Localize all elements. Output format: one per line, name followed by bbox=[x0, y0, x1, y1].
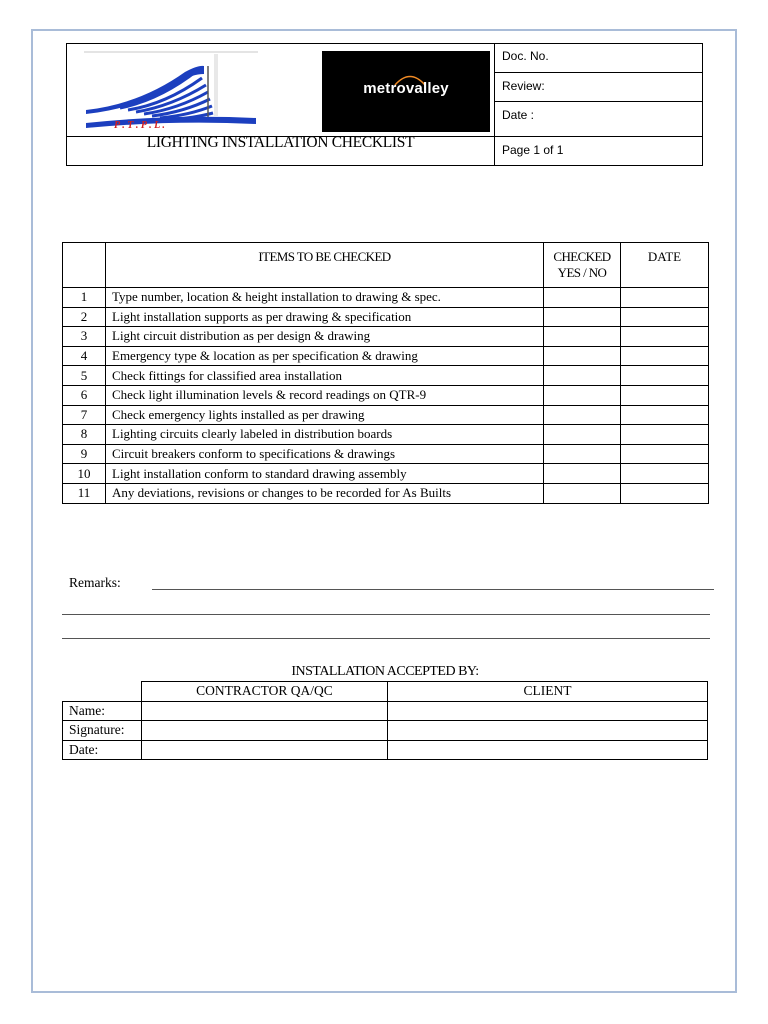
row-item-text: Check emergency lights installed as per drawing bbox=[106, 405, 544, 425]
header-row-line bbox=[494, 136, 703, 137]
signature-label: Signature: bbox=[63, 721, 142, 741]
date-cell[interactable] bbox=[621, 405, 709, 425]
metrovalley-logo-text: metrovalley bbox=[363, 80, 449, 97]
acceptance-header-row bbox=[63, 682, 708, 702]
row-number: 8 bbox=[63, 425, 106, 445]
row-item-text: Emergency type & location as per specification & drawing bbox=[106, 346, 544, 366]
header-row-line bbox=[494, 72, 703, 73]
checklist-header-row bbox=[63, 243, 709, 288]
checked-cell[interactable] bbox=[544, 483, 621, 503]
checked-cell[interactable] bbox=[544, 288, 621, 308]
checked-cell[interactable] bbox=[544, 327, 621, 347]
date-column-header: DATE bbox=[621, 243, 709, 288]
checked-cell[interactable] bbox=[544, 405, 621, 425]
checked-cell[interactable] bbox=[544, 366, 621, 386]
page-border bbox=[31, 29, 737, 993]
checklist-table bbox=[62, 242, 709, 504]
checked-cell[interactable] bbox=[544, 385, 621, 405]
checked-cell[interactable] bbox=[544, 444, 621, 464]
table-row bbox=[63, 425, 709, 445]
client-name-cell[interactable] bbox=[388, 701, 708, 721]
row-item-text: Circuit breakers conform to specifications & drawings bbox=[106, 444, 544, 464]
acceptance-title: INSTALLATION ACCEPTED BY: bbox=[291, 664, 479, 679]
row-number: 1 bbox=[63, 288, 106, 308]
table-row bbox=[63, 288, 709, 308]
name-label: Name: bbox=[63, 701, 142, 721]
checked-cell[interactable] bbox=[544, 307, 621, 327]
header-row-line bbox=[494, 101, 703, 102]
row-number: 2 bbox=[63, 307, 106, 327]
row-number: 4 bbox=[63, 346, 106, 366]
row-item-text: Lighting circuits clearly labeled in distribution boards bbox=[106, 425, 544, 445]
contractor-date-cell[interactable] bbox=[142, 740, 388, 760]
remarks-line[interactable] bbox=[152, 589, 714, 590]
table-row bbox=[63, 464, 709, 484]
table-row bbox=[63, 405, 709, 425]
date-row-label: Date: bbox=[63, 740, 142, 760]
row-number: 9 bbox=[63, 444, 106, 464]
row-number: 7 bbox=[63, 405, 106, 425]
contractor-column-header: CONTRACTOR QA/QC bbox=[142, 682, 388, 702]
date-cell[interactable] bbox=[621, 288, 709, 308]
corner-cell bbox=[63, 682, 142, 702]
checked-cell[interactable] bbox=[544, 464, 621, 484]
date-cell[interactable] bbox=[621, 444, 709, 464]
remarks-label: Remarks: bbox=[69, 575, 121, 590]
table-row bbox=[63, 327, 709, 347]
client-column-header: CLIENT bbox=[388, 682, 708, 702]
checked-cell[interactable] bbox=[544, 425, 621, 445]
row-number: 10 bbox=[63, 464, 106, 484]
row-item-text: Light circuit distribution as per design & drawing bbox=[106, 327, 544, 347]
table-row bbox=[63, 346, 709, 366]
client-date-cell[interactable] bbox=[388, 740, 708, 760]
table-row bbox=[63, 444, 709, 464]
row-number: 3 bbox=[63, 327, 106, 347]
acceptance-table bbox=[62, 681, 708, 760]
number-column-header bbox=[63, 243, 106, 288]
table-row bbox=[63, 483, 709, 503]
items-column-header: ITEMS TO BE CHECKED bbox=[106, 243, 544, 288]
table-row bbox=[63, 385, 709, 405]
row-number: 6 bbox=[63, 385, 106, 405]
date-cell[interactable] bbox=[621, 483, 709, 503]
ptpl-logo bbox=[80, 48, 265, 134]
date-cell[interactable] bbox=[621, 385, 709, 405]
page-label: Page 1 of 1 bbox=[502, 143, 564, 157]
date-cell[interactable] bbox=[621, 327, 709, 347]
date-cell[interactable] bbox=[621, 346, 709, 366]
row-item-text: Check fittings for classified area installation bbox=[106, 366, 544, 386]
contractor-name-cell[interactable] bbox=[142, 701, 388, 721]
row-item-text: Light installation conform to standard drawing assembly bbox=[106, 464, 544, 484]
remarks-line[interactable] bbox=[62, 638, 710, 639]
row-number: 11 bbox=[63, 483, 106, 503]
date-cell[interactable] bbox=[621, 307, 709, 327]
checked-column-header bbox=[544, 243, 621, 288]
date-cell[interactable] bbox=[621, 366, 709, 386]
ptpl-logo-text: P . T . P . L . bbox=[114, 120, 165, 131]
client-signature-cell[interactable] bbox=[388, 721, 708, 741]
date-cell[interactable] bbox=[621, 425, 709, 445]
contractor-signature-cell[interactable] bbox=[142, 721, 388, 741]
acceptance-row bbox=[63, 721, 708, 741]
row-number: 5 bbox=[63, 366, 106, 386]
row-item-text: Light installation supports as per drawing & specification bbox=[106, 307, 544, 327]
page-title: LIGHTING INSTALLATION CHECKLIST bbox=[146, 134, 415, 151]
acceptance-row bbox=[63, 701, 708, 721]
date-cell[interactable] bbox=[621, 464, 709, 484]
date-label: Date : bbox=[502, 108, 535, 122]
row-item-text: Type number, location & height installation to drawing & spec. bbox=[106, 288, 544, 308]
row-item-text: Check light illumination levels & record readings on QTR-9 bbox=[106, 385, 544, 405]
review-label: Review: bbox=[502, 79, 545, 93]
remarks-line[interactable] bbox=[62, 614, 710, 615]
table-row bbox=[63, 366, 709, 386]
ptpl-logo-graphic bbox=[80, 48, 265, 134]
checked-header-line1: CHECKED bbox=[553, 249, 611, 264]
checked-header-line2: YES / NO bbox=[557, 265, 607, 280]
checked-cell[interactable] bbox=[544, 346, 621, 366]
acceptance-row bbox=[63, 740, 708, 760]
table-row bbox=[63, 307, 709, 327]
doc-no-label: Doc. No. bbox=[502, 49, 549, 63]
row-item-text: Any deviations, revisions or changes to be recorded for As Builts bbox=[106, 483, 544, 503]
